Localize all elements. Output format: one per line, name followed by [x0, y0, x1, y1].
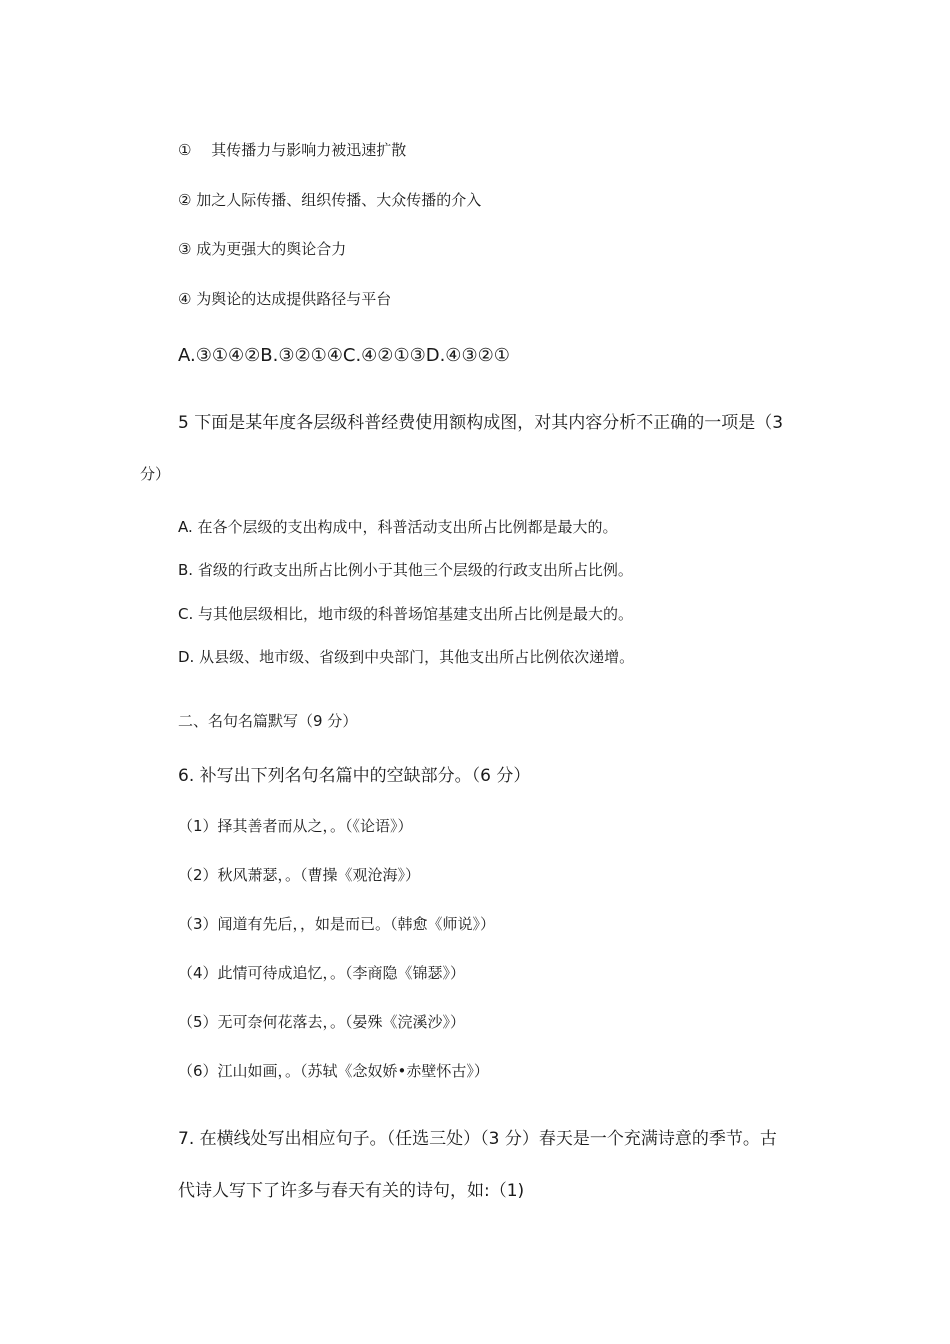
q6-item-3: （3）闻道有先后，，如是而已。（韩愈《师说》）	[178, 915, 496, 933]
q6-item-1: （1）择其善者而从之，。（《论语》）	[178, 817, 413, 835]
q4-options: A.③①④②B.③②①④C.④②①③D.④③②①	[178, 345, 510, 366]
statement-4: ④ 为舆论的达成提供路径与平台	[178, 290, 392, 308]
q5-stem-line2: 分）	[140, 465, 171, 483]
section-2-heading: 二、名句名篇默写（9 分）	[178, 712, 358, 730]
q6-item-5: （5）无可奈何花落去，。（晏殊《浣溪沙》）	[178, 1013, 466, 1031]
q6-item-4: （4）此情可待成追忆，。（李商隐《锦瑟》）	[178, 964, 466, 982]
q7-line1: 7. 在横线处写出相应句子。（任选三处）（3 分）春天是一个充满诗意的季节。古	[178, 1129, 777, 1149]
q6-stem: 6. 补写出下列名句名篇中的空缺部分。（6 分）	[178, 766, 531, 786]
q6-item-2: （2）秋风萧瑟，。（曹操《观沧海》）	[178, 866, 421, 884]
q7-line2: 代诗人写下了许多与春天有关的诗句，如:（1)	[178, 1181, 525, 1201]
q5-option-a: A. 在各个层级的支出构成中，科普活动支出所占比例都是最大的。	[178, 518, 618, 536]
statement-1: ① 其传播力与影响力被迅速扩散	[178, 141, 407, 159]
statement-2: ② 加之人际传播、组织传播、大众传播的介入	[178, 191, 482, 209]
q5-option-c: C. 与其他层级相比，地市级的科普场馆基建支出所占比例是最大的。	[178, 605, 634, 623]
q5-option-d: D. 从县级、地市级、省级到中央部门，其他支出所占比例依次递增。	[178, 648, 635, 666]
q5-option-b: B. 省级的行政支出所占比例小于其他三个层级的行政支出所占比例。	[178, 561, 633, 579]
q6-item-6: （6）江山如画，。（苏轼《念奴娇•赤壁怀古》）	[178, 1062, 489, 1080]
statement-3: ③ 成为更强大的舆论合力	[178, 240, 347, 258]
q5-stem-line1: 5 下面是某年度各层级科普经费使用额构成图，对其内容分析不正确的一项是（3	[178, 413, 784, 433]
